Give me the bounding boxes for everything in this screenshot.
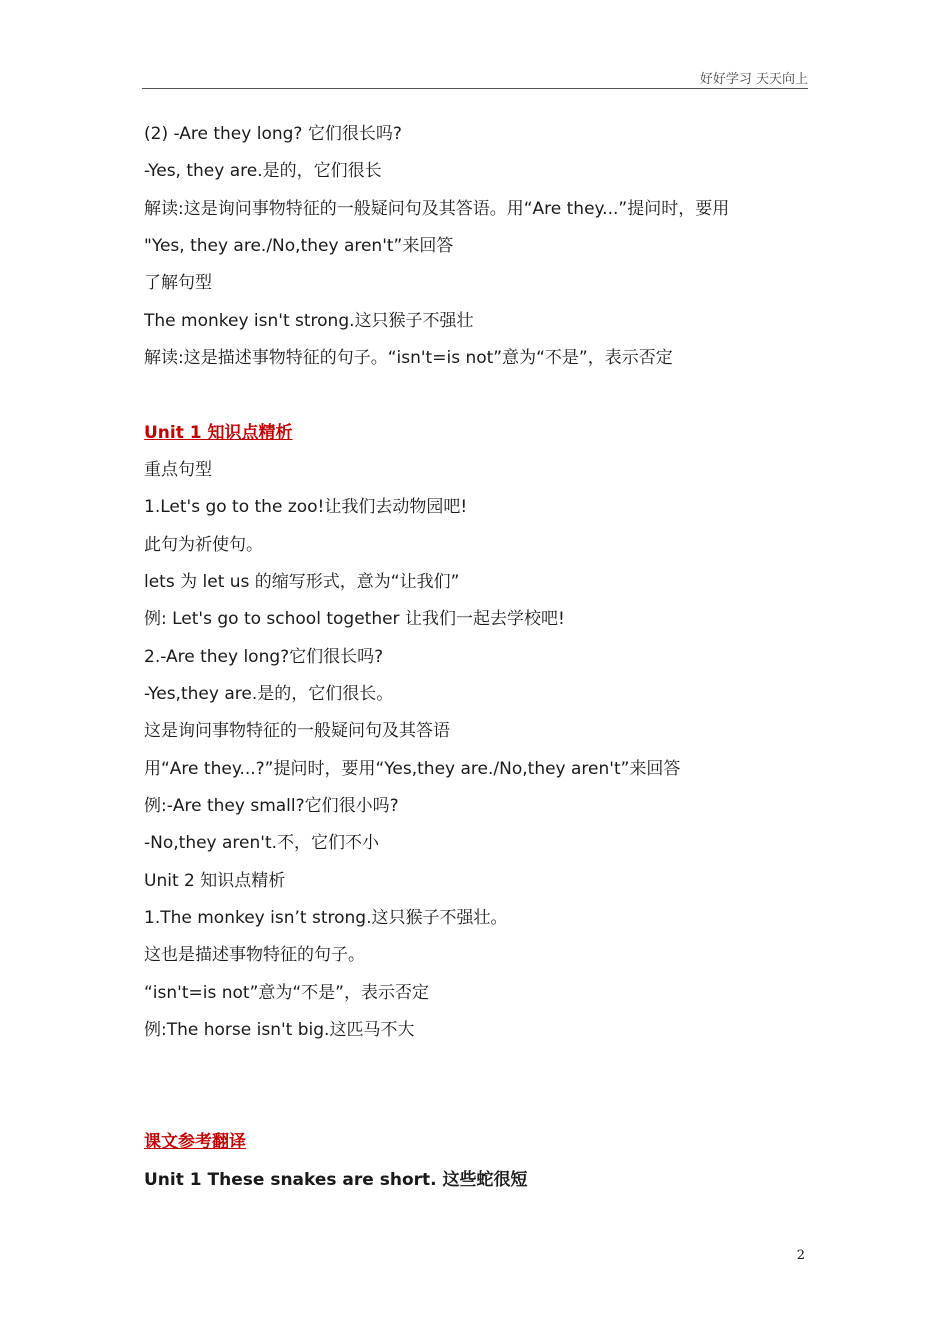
section-heading-unit2: Unit 2 知识点精析 — [144, 871, 286, 891]
section-heading-translation: 课文参考翻译 — [144, 1132, 246, 1152]
section-heading-unit1: Unit 1 知识点精析 — [144, 423, 293, 443]
text-line: lets 为 let us 的缩写形式，意为“让我们” — [144, 572, 460, 592]
page-number: 2 — [796, 1248, 805, 1263]
header-text: 好好学习 天天向上 — [699, 72, 808, 87]
text-line: The monkey isn't strong.这只猴子不强壮 — [144, 311, 474, 331]
text-line: 例:The horse isn't big.这匹马不大 — [144, 1020, 415, 1040]
text-line: 例:-Are they small?它们很小吗? — [144, 796, 399, 816]
text-line: 1.Let's go to the zoo!让我们去动物园吧! — [144, 497, 468, 517]
unit1-title: Unit 1 These snakes are short. 这些蛇很短 — [144, 1170, 528, 1190]
text-line: 1.The monkey isn’t strong.这只猴子不强壮。 — [144, 908, 508, 928]
text-line: 解读:这是描述事物特征的句子。“isn't=is not”意为“不是”，表示否定 — [144, 348, 673, 368]
text-line: -Yes, they are.是的，它们很长 — [144, 161, 382, 181]
text-line: 这是询问事物特征的一般疑问句及其答语 — [144, 721, 450, 741]
text-line: “isn't=is not”意为“不是”，表示否定 — [144, 983, 429, 1003]
text-line: 2.-Are they long?它们很长吗? — [144, 647, 384, 667]
header-rule — [142, 88, 808, 89]
text-line: -Yes,they are.是的，它们很长。 — [144, 684, 394, 704]
text-line: 重点句型 — [144, 460, 212, 480]
text-line: 这也是描述事物特征的句子。 — [144, 945, 365, 965]
text-line: 例: Let's go to school together 让我们一起去学校吧! — [144, 609, 565, 629]
text-line: -No,they aren't.不，它们不小 — [144, 833, 380, 853]
text-line: 此句为祈使句。 — [144, 535, 263, 555]
text-line: (2) -Are they long? 它们很长吗? — [144, 124, 402, 144]
text-line: 解读:这是询问事物特征的一般疑问句及其答语。用“Are they...”提问时，要用 — [144, 199, 730, 219]
text-line: "Yes, they are./No,they aren't”来回答 — [144, 236, 454, 256]
text-line: 了解句型 — [144, 273, 212, 293]
text-line: 用“Are they...?”提问时，要用“Yes,they are./No,they aren't”来回答 — [144, 759, 681, 779]
